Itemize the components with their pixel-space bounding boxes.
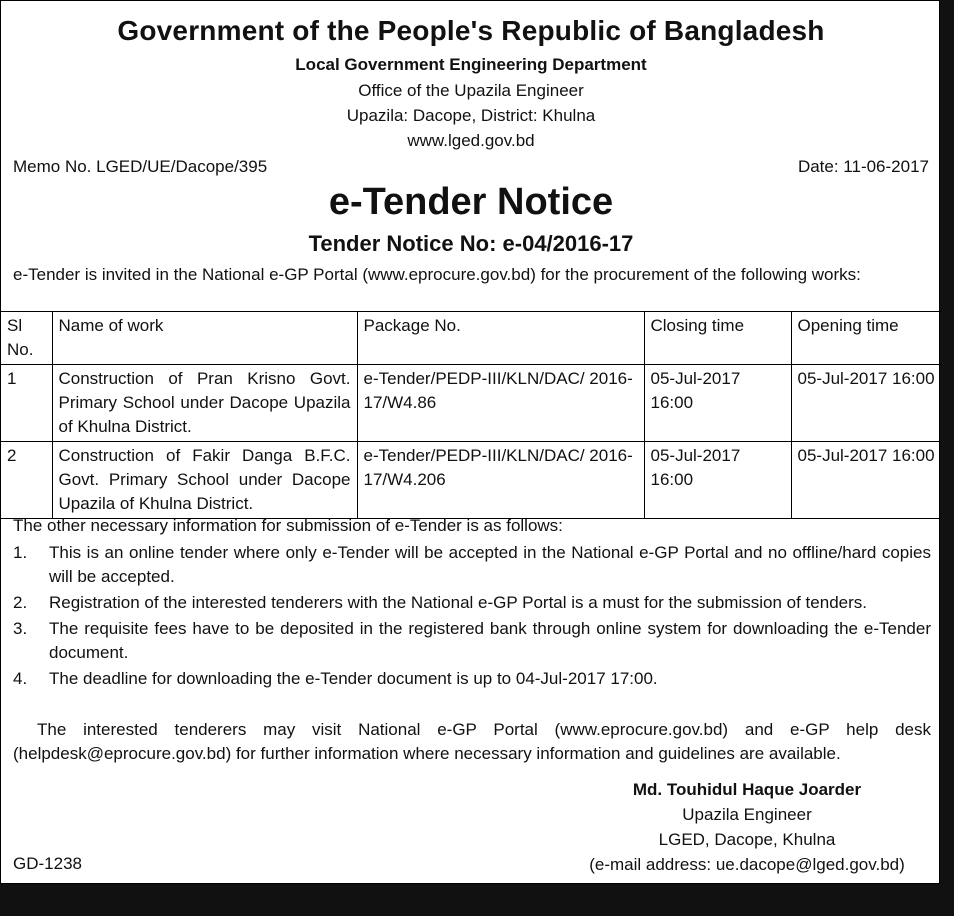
works-table [1,311,941,519]
cell-work: Construction of Pran Krisno Govt. Primary School under Dacope Upazila of Khulna District. [52,365,357,442]
cell-package: e-Tender/PEDP-III/KLN/DAC/ 2016-17/W4.86 [357,365,644,442]
list-item [13,591,931,615]
cell-work: Construction of Fakir Danga B.F.C. Govt. Primary School under Dacope Upazila of Khulna District. [52,442,357,519]
memo-number: Memo No. LGED/UE/Dacope/395 [13,157,268,176]
list-item-text: Registration of the interested tenderers with the National e-GP Portal is a must for the submission of tenders. [49,593,867,612]
signature-block [577,777,917,877]
list-item-text: This is an online tender where only e-Tender will be accepted in the National e-GP Portal and no offline/hard copies will be accepted. [49,543,931,586]
cell-opening: 05-Jul-2017 16:00 [791,442,941,519]
cell-package: e-Tender/PEDP-III/KLN/DAC/ 2016-17/W4.206 [357,442,644,519]
cell-opening: 05-Jul-2017 16:00 [791,365,941,442]
cell-sl: 1 [1,365,52,442]
gd-number: GD-1238 [13,854,82,873]
table-row [1,442,941,519]
department-heading: Local Government Engineering Department [295,55,647,74]
tender-notice-number: Tender Notice No: e-04/2016-17 [308,231,634,256]
office-heading: Office of the Upazila Engineer [358,81,584,100]
closing-paragraph: The interested tenderers may visit National e-GP Portal (www.eprocure.gov.bd) and e-GP help desk (helpdesk@eprocure.gov.bd) for further information where necessary information and guidelines are available. [13,720,931,763]
header-closing: Closing time [644,312,791,365]
header-opening: Opening time [791,312,941,365]
signatory-name: Md. Touhidul Haque Joarder [632,780,862,799]
header-work: Name of work [52,312,357,365]
list-item [13,667,931,691]
header-package: Package No. [357,312,644,365]
location-heading: Upazila: Dacope, District: Khulna [346,106,596,125]
government-heading: Government of the People's Republic of Bangladesh [117,15,825,46]
cell-closing: 05-Jul-2017 16:00 [644,442,791,519]
list-item-number: 2. [13,593,28,612]
signatory-office: LGED, Dacope, Khulna [658,830,836,849]
signatory-designation: Upazila Engineer [682,805,812,824]
list-item [13,541,931,589]
list-item-number: 3. [13,619,28,638]
cell-sl: 2 [1,442,52,519]
signatory-email: (e-mail address: ue.dacope@lged.gov.bd) [589,855,905,874]
header-sl: Sl No. [1,312,52,365]
intro-paragraph: e-Tender is invited in the National e-GP Portal (www.eprocure.gov.bd) for the procurement of the following works: [13,265,861,284]
list-item-text: The deadline for downloading the e-Tender document is up to 04-Jul-2017 17:00. [49,669,658,688]
website-text: www.lged.gov.bd [407,131,535,150]
list-item [13,617,931,665]
info-list [13,541,931,693]
list-item-number: 4. [13,669,28,688]
cell-closing: 05-Jul-2017 16:00 [644,365,791,442]
list-item-number: 1. [13,543,28,562]
notice-title: e-Tender Notice [328,181,614,223]
list-item-text: The requisite fees have to be deposited in the registered bank through online system for downloading the e-Tender document. [49,619,931,662]
info-heading: The other necessary information for submission of e-Tender is as follows: [13,516,563,535]
table-row [1,365,941,442]
table-header-row [1,312,941,365]
notice-date: Date: 11-06-2017 [797,157,929,176]
